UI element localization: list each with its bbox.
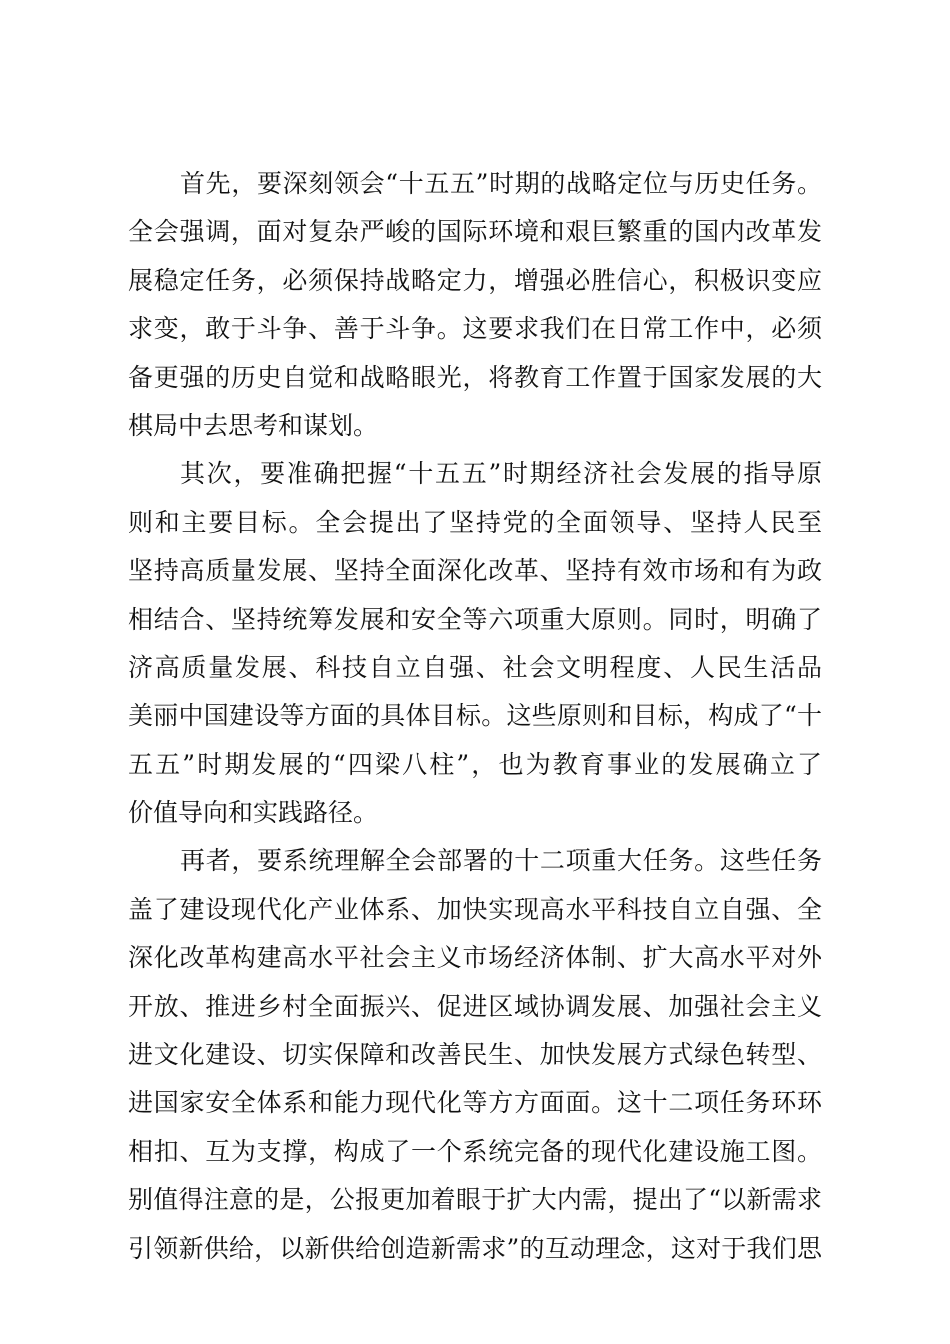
text-line: 备更强的历史自觉和战略眼光，将教育工作置于国家发展的大 bbox=[128, 362, 822, 392]
text-line: 美丽中国建设等方面的具体目标。这些原则和目标，构成了“十 bbox=[128, 701, 822, 731]
text-line: 坚持高质量发展、坚持全面深化改革、坚持有效市场和有为政 bbox=[128, 556, 822, 586]
text-line: 其次，要准确把握“十五五”时期经济社会发展的指导原 bbox=[180, 459, 822, 489]
text-line: 济高质量发展、科技自立自强、社会文明程度、人民生活品 bbox=[128, 652, 822, 682]
text-line: 别值得注意的是，公报更加着眼于扩大内需，提出了“以新需求 bbox=[128, 1185, 822, 1215]
text-line: 棋局中去思考和谋划。 bbox=[128, 410, 379, 440]
document-page bbox=[128, 160, 822, 1273]
text-line: 再者，要系统理解全会部署的十二项重大任务。这些任务 bbox=[180, 846, 822, 876]
text-line: 全会强调，面对复杂严峻的国际环境和艰巨繁重的国内改革发 bbox=[128, 217, 822, 247]
text-line: 相扣、互为支撑，构成了一个系统完备的现代化建设施工图。 bbox=[128, 1136, 822, 1166]
text-line: 进国家安全体系和能力现代化等方方面面。这十二项任务环环 bbox=[128, 1088, 822, 1118]
paragraph-1 bbox=[128, 160, 822, 450]
text-line: 则和主要目标。全会提出了坚持党的全面领导、坚持人民至 bbox=[128, 507, 822, 537]
text-line: 展稳定任务，必须保持战略定力，增强必胜信心，积极识变应 bbox=[128, 265, 822, 295]
text-line: 开放、推进乡村全面振兴、促进区域协调发展、加强社会主义 bbox=[128, 991, 822, 1021]
paragraph-3 bbox=[128, 837, 822, 1273]
text-line: 进文化建设、切实保障和改善民生、加快发展方式绿色转型、 bbox=[128, 1040, 822, 1070]
text-line: 深化改革构建高水平社会主义市场经济体制、扩大高水平对外 bbox=[128, 943, 822, 973]
text-line: 五五”时期发展的“四梁八柱”，也为教育事业的发展确立了 bbox=[128, 749, 822, 779]
text-line: 价值导向和实践路径。 bbox=[128, 798, 379, 828]
text-line: 首先，要深刻领会“十五五”时期的战略定位与历史任务。 bbox=[180, 169, 822, 198]
text-line: 相结合、坚持统筹发展和安全等六项重大原则。同时，明确了 bbox=[128, 604, 822, 634]
text-line: 盖了建设现代化产业体系、加快实现高水平科技自立自强、全 bbox=[128, 894, 822, 924]
text-line: 引领新供给，以新供给创造新需求”的互动理念，这对于我们思 bbox=[128, 1233, 822, 1263]
paragraph-2 bbox=[128, 450, 822, 837]
text-line: 求变，敢于斗争、善于斗争。这要求我们在日常工作中，必须 bbox=[128, 314, 822, 344]
